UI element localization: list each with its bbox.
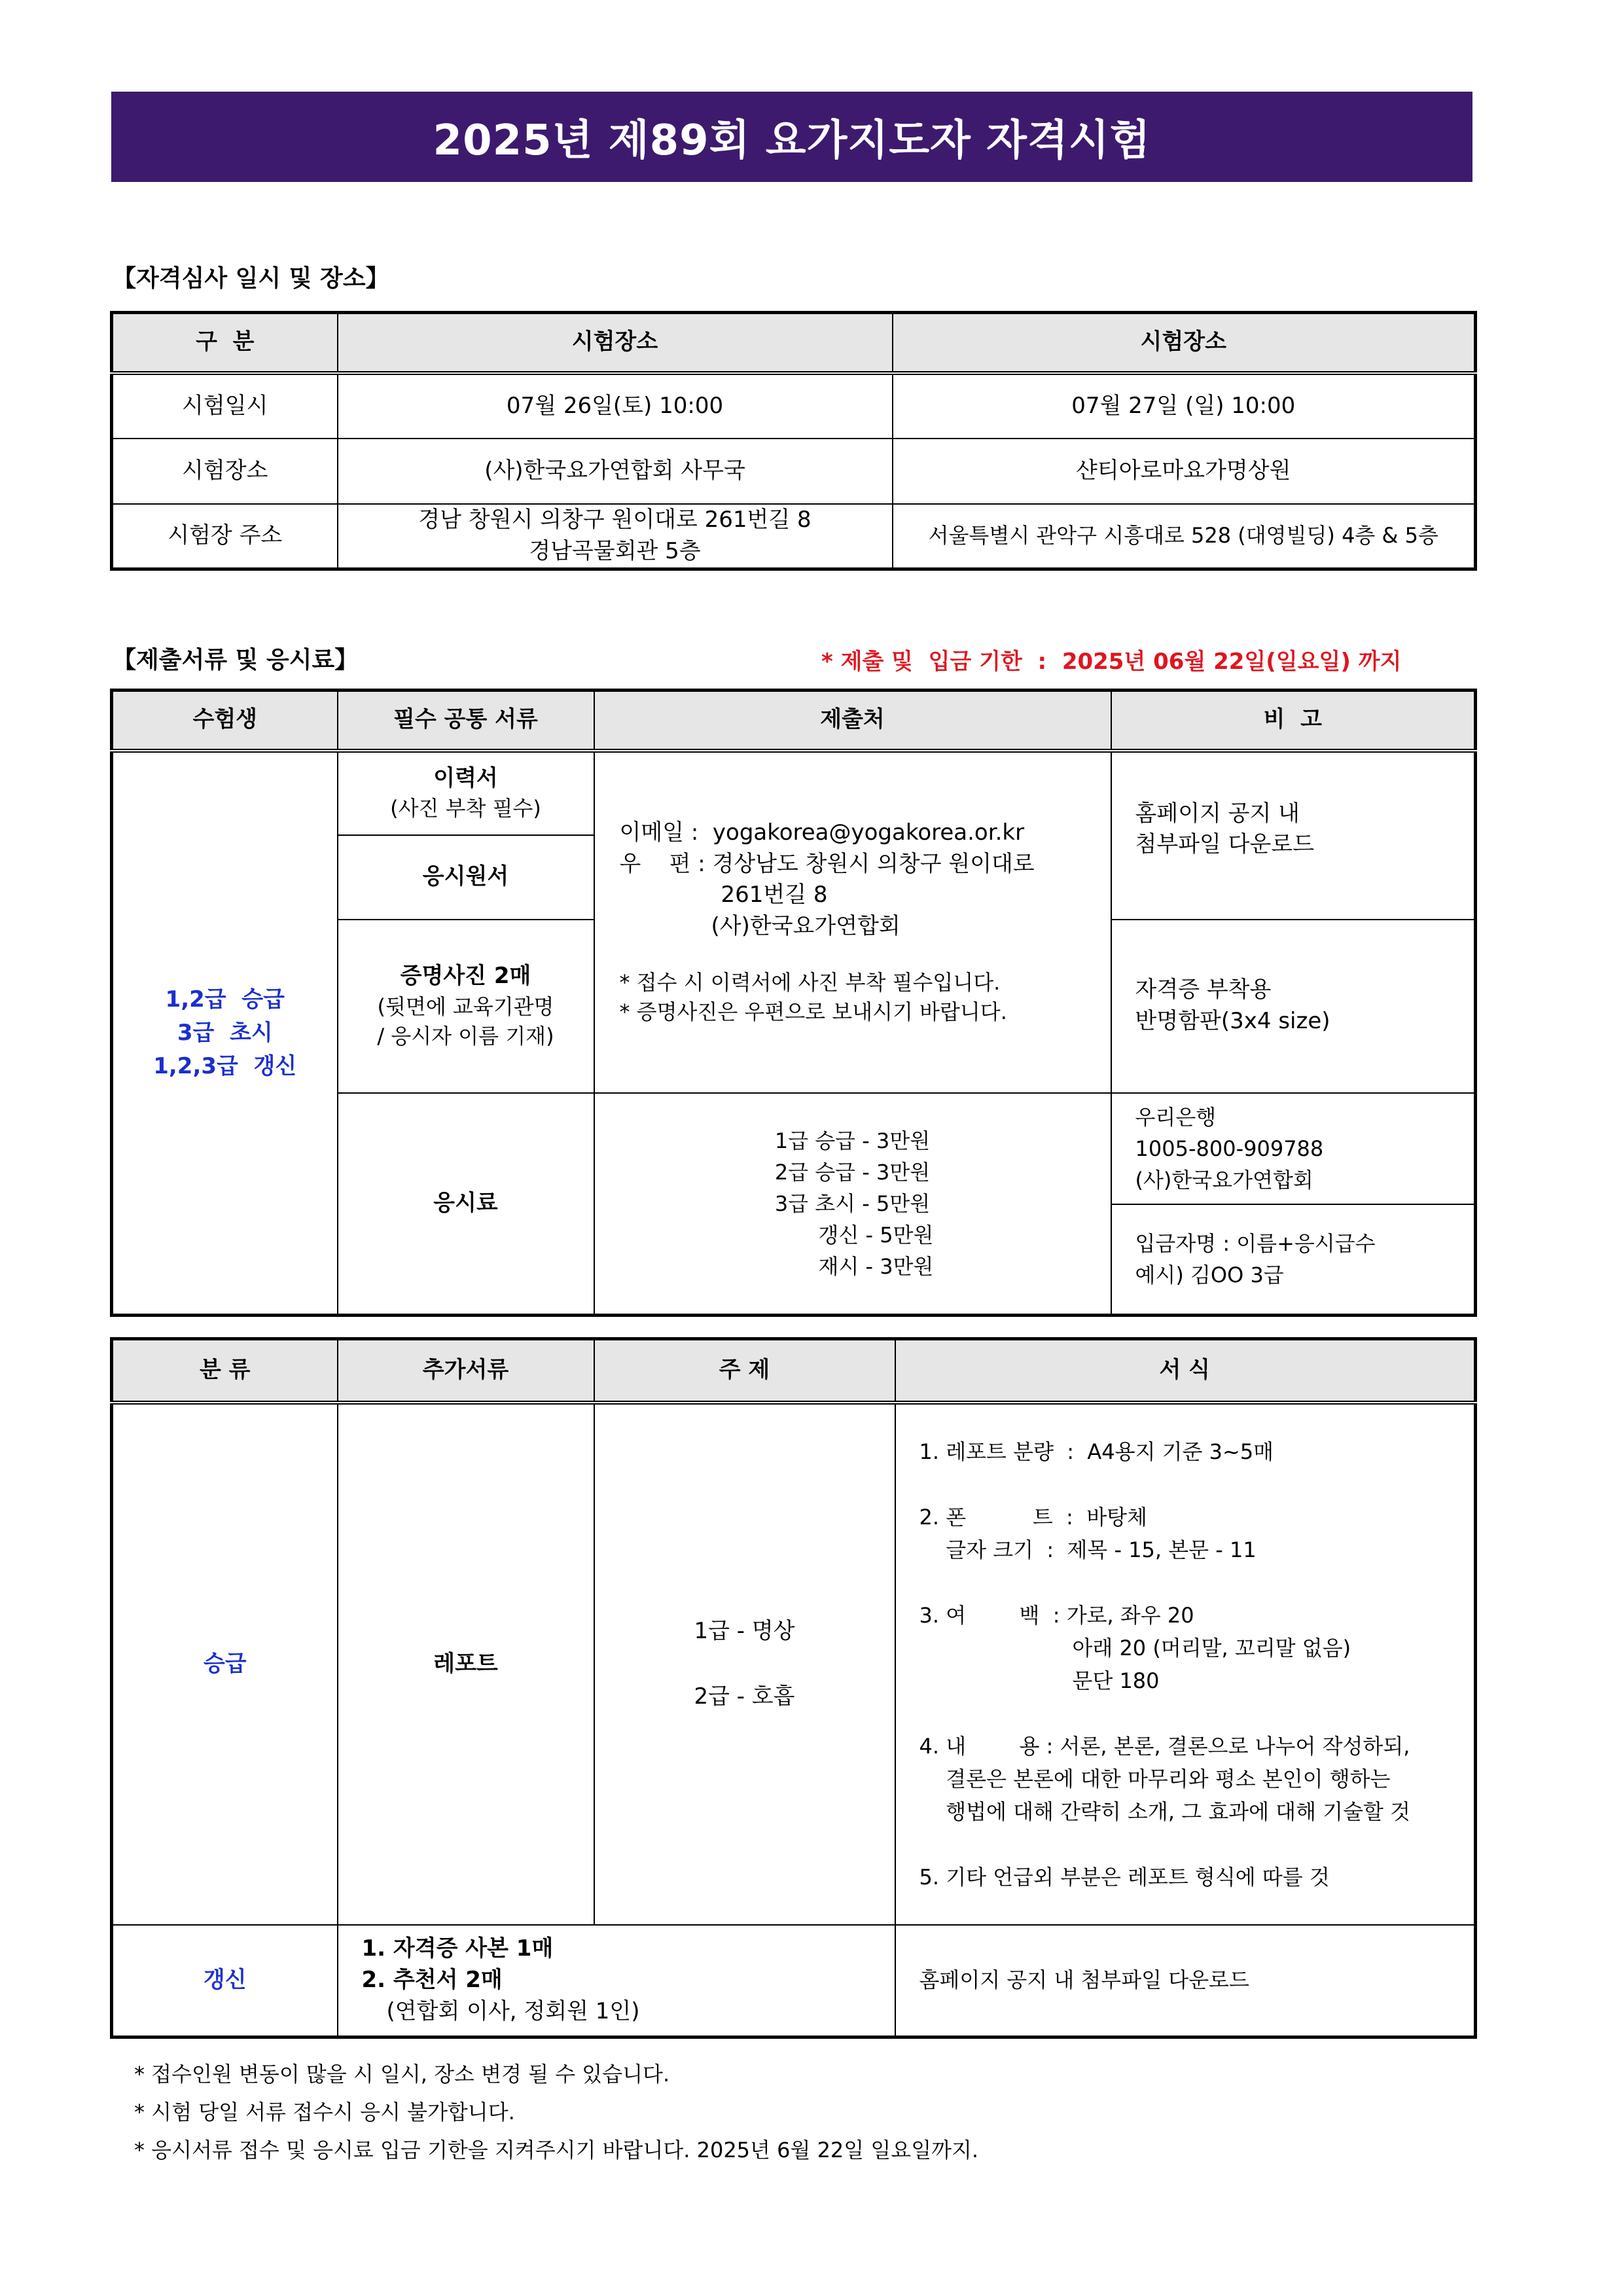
- section-heading-documents: 【제출서류 및 응시료】: [113, 647, 359, 673]
- header-common-docs: 필수 공통 서류: [338, 691, 594, 751]
- deadline-notice: * 제출 및 입금 기한 : 2025년 06월 22일(일요일) 까지: [821, 649, 1402, 675]
- header-format: 서 식: [895, 1339, 1476, 1403]
- page-title: 2025년 제89회 요가지도자 자격시험: [111, 92, 1472, 182]
- remark-photo-1: 자격증 부착용: [1135, 977, 1272, 1003]
- table-row: [112, 1403, 1476, 1925]
- renew-doc-1: 1. 자격증 사본 1매: [361, 1935, 554, 1962]
- remark-bank: [1111, 1093, 1476, 1204]
- table-row: [112, 751, 1476, 835]
- fee-item: 갱신 - 5만원: [818, 1222, 934, 1247]
- header-submit-to: 제출처: [594, 691, 1111, 751]
- remark-holder: (사)한국요가연합회: [1135, 1167, 1313, 1193]
- submit-post-line3: (사)한국요가연합회: [711, 912, 901, 939]
- topic-cell: [594, 1403, 895, 1925]
- extra-documents-table: [110, 1337, 1477, 2039]
- format-line: 2. 폰 트 : 바탕체: [919, 1504, 1147, 1530]
- renew-docs: [338, 1925, 895, 2037]
- candidate-types: [112, 751, 338, 1316]
- fee-list: [594, 1093, 1111, 1316]
- submit-post-line2: 261번길 8: [721, 882, 828, 908]
- format-line: 4. 내 용 : 서론, 본론, 결론으로 나누어 작성하되,: [919, 1733, 1410, 1759]
- class-renew: 갱신: [112, 1925, 338, 2037]
- place-venue-2: 샨티아로마요가명상원: [893, 439, 1476, 504]
- address-line-2: 경남곡물회관 5층: [529, 537, 701, 564]
- format-line: 3. 여 백 : 가로, 좌우 20: [919, 1602, 1194, 1628]
- address-venue-1: [338, 504, 893, 569]
- format-line: [919, 1828, 1468, 1861]
- row-label-address: 시험장 주소: [112, 504, 338, 569]
- candidate-new-3: 3급 초시: [177, 1019, 273, 1046]
- table-row: [112, 504, 1476, 569]
- topic-level-1: 1급 - 명상: [694, 1617, 795, 1644]
- header-venue-2: 시험장소: [893, 313, 1476, 373]
- footnotes: [134, 2055, 978, 2169]
- format-line: 1. 레포트 분량 : A4용지 기준 3~5매: [919, 1439, 1274, 1464]
- remark-bank-name: 우리은행: [1135, 1104, 1217, 1130]
- header-class: 분 류: [112, 1339, 338, 1403]
- topic-level-2: 2급 - 호흡: [694, 1683, 795, 1710]
- format-line: [919, 1697, 1468, 1730]
- fee-item: 1급 승급 - 3만원: [774, 1128, 931, 1153]
- fee-item: 3급 초시 - 5만원: [774, 1191, 931, 1216]
- address-line-1: 경남 창원시 의창구 원이대로 261번길 8: [418, 507, 812, 533]
- fee-item: 2급 승급 - 3만원: [774, 1159, 931, 1185]
- format-line: 행법에 대해 간략히 소개, 그 효과에 대해 기술할 것: [919, 1799, 1410, 1824]
- remark-example: 예시) 김OO 3급: [1135, 1262, 1284, 1287]
- table-row: [112, 373, 1476, 439]
- format-line: 5. 기타 언급외 부분은 레포트 형식에 따를 것: [919, 1864, 1330, 1890]
- format-line: 글자 크기 : 제목 - 15, 본문 - 11: [919, 1537, 1257, 1562]
- footnote: * 접수인원 변동이 많을 시 일시, 장소 변경 될 수 있습니다.: [134, 2062, 670, 2087]
- address-venue-2: 서울특별시 관악구 시흥대로 528 (대영빌딩) 4층 & 5층: [893, 504, 1476, 569]
- remark-download: [1111, 751, 1476, 920]
- doc-fee: 응시료: [338, 1093, 594, 1316]
- submit-post-line1: 우 편 : 경상남도 창원시 의창구 원이대로: [619, 850, 1035, 877]
- submit-note-2: * 증명사진은 우편으로 보내시기 바랍니다.: [619, 999, 1007, 1025]
- format-spec: [895, 1403, 1476, 1925]
- renew-format: 홈페이지 공지 내 첨부파일 다운로드: [895, 1925, 1476, 2037]
- doc-resume: [338, 751, 594, 835]
- doc-photo: [338, 920, 594, 1093]
- remark-account: 1005-800-909788: [1135, 1136, 1324, 1161]
- row-label-date: 시험일시: [112, 373, 338, 439]
- fee-item: 재시 - 3만원: [818, 1253, 934, 1279]
- format-line: 결론은 본론에 대한 마무리와 평소 본인이 행하는: [919, 1766, 1391, 1791]
- header-candidate: 수험생: [112, 691, 338, 751]
- remark-download-2: 첨부파일 다운로드: [1135, 831, 1315, 858]
- date-venue-2: 07월 27일 (일) 10:00: [893, 373, 1476, 439]
- header-remarks: 비 고: [1111, 691, 1476, 751]
- doc-photo-note-1: (뒷면에 교육기관명: [377, 994, 554, 1019]
- row-label-place: 시험장소: [112, 439, 338, 504]
- table-row: [112, 439, 1476, 504]
- format-line: 아래 20 (머리말, 꼬리말 없음): [919, 1635, 1351, 1660]
- format-line: [919, 1468, 1468, 1501]
- section-heading-schedule: 【자격심사 일시 및 장소】: [113, 265, 389, 292]
- doc-application: 응시원서: [338, 835, 594, 920]
- schedule-table: [110, 311, 1477, 571]
- submit-note-1: * 접수 시 이력서에 사진 부착 필수입니다.: [619, 970, 1001, 996]
- extra-doc-report: 레포트: [338, 1403, 594, 1925]
- format-line: 문단 180: [919, 1668, 1160, 1693]
- candidate-renew: 1,2,3급 갱신: [153, 1052, 297, 1079]
- submit-info: [594, 751, 1111, 1093]
- remark-depositor-name: 입금자명 : 이름+응시급수: [1135, 1230, 1376, 1256]
- doc-resume-note: (사진 부착 필수): [390, 796, 541, 821]
- place-venue-1: (사)한국요가연합회 사무국: [338, 439, 893, 504]
- footnote: * 시험 당일 서류 접수시 응시 불가합니다.: [134, 2100, 515, 2125]
- remark-download-1: 홈페이지 공지 내: [1135, 800, 1300, 827]
- date-venue-1: 07월 26일(토) 10:00: [338, 373, 893, 439]
- remark-photo: [1111, 920, 1476, 1093]
- doc-photo-label: 증명사진 2매: [400, 963, 531, 990]
- candidate-upgrade-12: 1,2급 승급: [165, 986, 285, 1013]
- header-venue-1: 시험장소: [338, 313, 893, 373]
- remark-depositor: [1111, 1204, 1476, 1316]
- submit-email: 이메일 : yogakorea@yogakorea.or.kr: [619, 819, 1025, 846]
- doc-photo-note-2: / 응시자 이름 기재): [377, 1023, 554, 1049]
- header-category: 구 분: [112, 313, 338, 373]
- header-topic: 주 제: [594, 1339, 895, 1403]
- footnote: * 응시서류 접수 및 응시료 입금 기한을 지켜주시기 바랍니다. 2025년 6월 22일 일요일까지.: [134, 2138, 979, 2162]
- format-line: [919, 1566, 1468, 1599]
- documents-table: [110, 689, 1477, 1317]
- table-row: [112, 1925, 1476, 2037]
- class-upgrade: 승급: [112, 1403, 338, 1925]
- header-extra-docs: 추가서류: [338, 1339, 594, 1403]
- renew-doc-2: 2. 추천서 2매: [361, 1966, 503, 1993]
- doc-resume-label: 이력서: [433, 764, 498, 791]
- renew-doc-3: (연합회 이사, 정회원 1인): [386, 1998, 640, 2024]
- remark-photo-2: 반명함판(3x4 size): [1135, 1008, 1330, 1034]
